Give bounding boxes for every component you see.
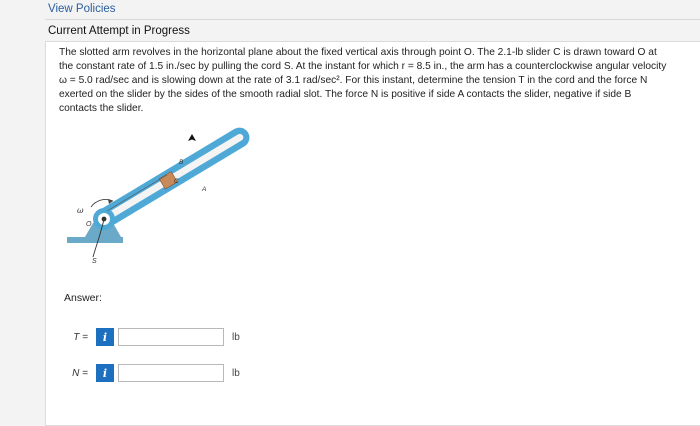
unit-label-n: lb (232, 367, 240, 379)
label-c: C (174, 178, 179, 185)
label-omega: ω (77, 206, 84, 215)
answer-row-t (60, 326, 240, 348)
label-a: A (202, 186, 207, 193)
view-policies-link[interactable]: View Policies (48, 3, 116, 15)
problem-line-3: ω = 5.0 rad/sec and is slowing down at the rate of 3.1 rad/sec². For this instant, determine the tension T in the cord and the force N (59, 75, 648, 86)
fixed-support-base (67, 237, 123, 243)
label-o: O (86, 221, 92, 228)
label-s: S (92, 258, 97, 265)
problem-line-4: exerted on the slider by the sides of the smooth radial slot. The force N is positive if side A contacts the slider, negative if side B (59, 89, 632, 100)
problem-statement (59, 46, 699, 116)
answer-row-n (60, 362, 240, 384)
attempt-status-heading: Current Attempt in Progress (48, 25, 190, 37)
problem-line-2: the constant rate of 1.5 in./sec by pulling the cord S. At the instant for which r = 8.5 in., the arm has a counterclockwise angular velocity (59, 61, 667, 72)
info-icon[interactable]: i (96, 328, 114, 346)
cursor-icon (186, 133, 198, 145)
tension-t-input[interactable] (118, 328, 224, 346)
slotted-arm-diagram (55, 125, 255, 270)
radial-slot (106, 133, 245, 220)
problem-line-5: contacts the slider. (59, 103, 144, 114)
force-n-input[interactable] (118, 364, 224, 382)
variable-n-label: N = (72, 367, 88, 379)
divider (45, 19, 700, 20)
label-b: B (179, 159, 184, 166)
problem-line-1: The slotted arm revolves in the horizontal plane about the fixed vertical axis through point O. The 2.1-lb slider C is drawn toward O at (59, 47, 657, 58)
info-icon[interactable]: i (96, 364, 114, 382)
answer-label: Answer: (64, 292, 102, 304)
unit-label-t: lb (232, 331, 240, 343)
variable-t-label: T = (73, 331, 88, 343)
